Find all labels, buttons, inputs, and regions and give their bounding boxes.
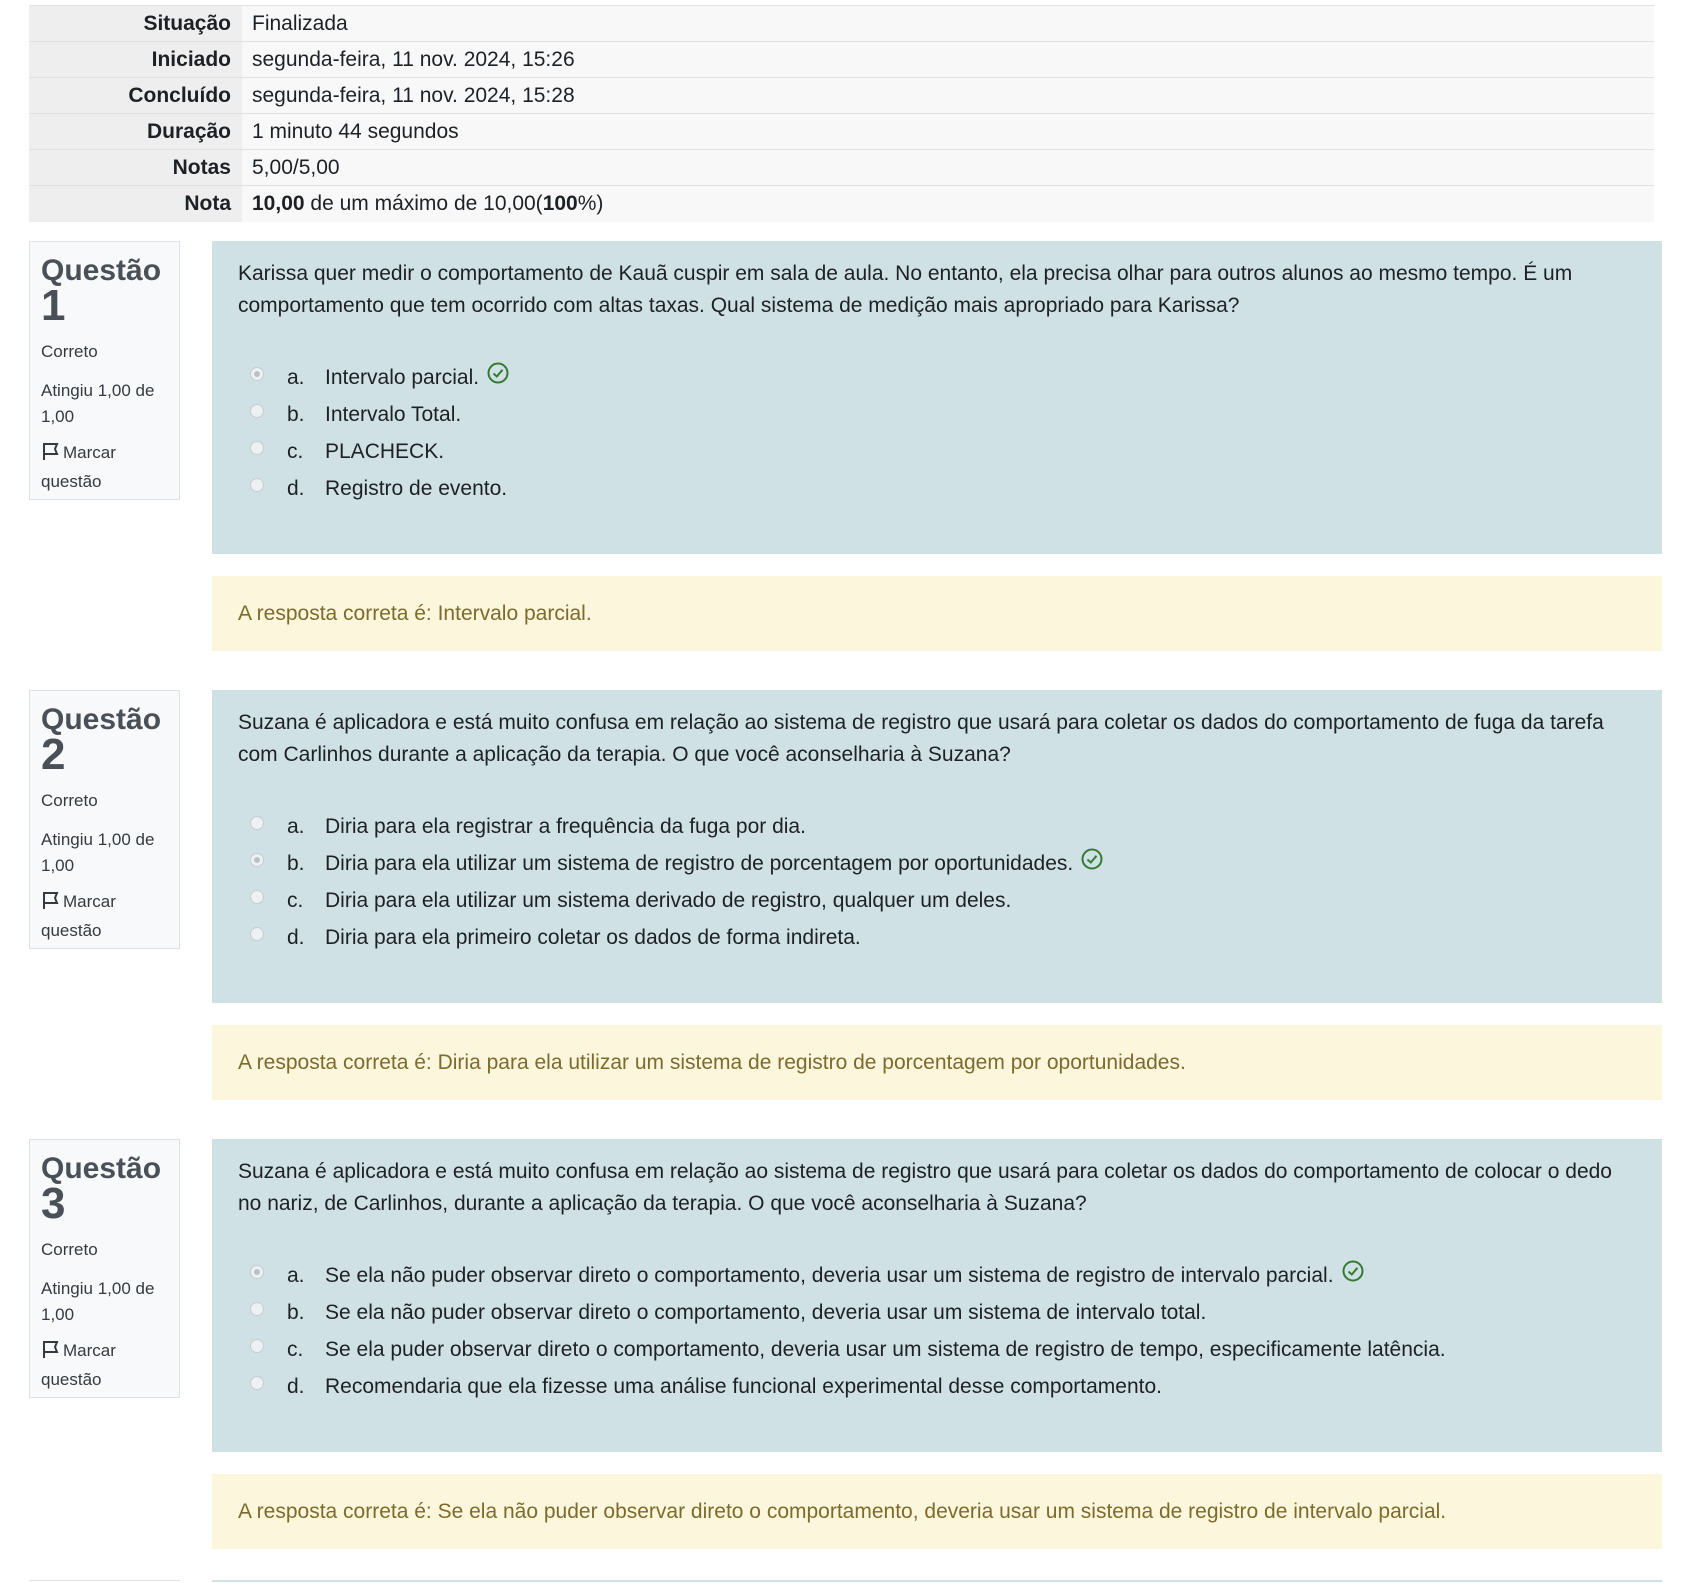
answer-text: Diria para ela utilizar um sistema de registro de porcentagem por oportunidades. xyxy=(325,851,1074,875)
correct-check-icon xyxy=(1081,848,1103,880)
answer-text: Se ela puder observar direto o comportamento, deveria usar um sistema de registro de tempo, especificamente latência. xyxy=(325,1337,1446,1361)
flag-icon xyxy=(41,890,61,918)
answer-option-d[interactable] xyxy=(238,470,1636,507)
answer-letter: d. xyxy=(287,476,305,500)
answer-option-b[interactable] xyxy=(238,396,1636,433)
flag-icon xyxy=(41,441,61,469)
answer-letter: a. xyxy=(287,1263,305,1287)
answer-text: Diria para ela utilizar um sistema derivado de registro, qualquer um deles. xyxy=(325,888,1012,912)
question-info xyxy=(29,1139,180,1398)
answer-option-c[interactable] xyxy=(238,433,1636,470)
summary-label: Duração xyxy=(29,114,242,150)
answer-option-a[interactable] xyxy=(238,1257,1636,1294)
summary-row-notas xyxy=(29,150,1654,186)
question-number: 3 xyxy=(41,1179,66,1228)
summary-value: Finalizada xyxy=(242,6,1654,42)
summary-label: Nota xyxy=(29,186,242,222)
flag-question-link[interactable]: Marcar questão xyxy=(41,892,116,940)
radio-button[interactable] xyxy=(250,816,264,830)
question-title: Questão 3 xyxy=(41,1154,168,1224)
summary-label: Iniciado xyxy=(29,42,242,78)
question-grade: Atingiu 1,00 de 1,00 xyxy=(41,830,155,875)
question-formulation xyxy=(212,690,1662,1003)
radio-button[interactable] xyxy=(250,404,264,418)
summary-row-duracao xyxy=(29,114,1654,150)
answer-letter: d. xyxy=(287,925,305,949)
radio-button[interactable] xyxy=(250,1339,264,1353)
summary-label: Situação xyxy=(29,6,242,42)
correct-answer-feedback: A resposta correta é: Se ela não puder observar direto o comportamento, deveria usar um sistema de registro de intervalo parcial. xyxy=(212,1474,1662,1549)
question-title: Questão 2 xyxy=(41,705,168,775)
radio-button[interactable] xyxy=(250,927,264,941)
question-grade: Atingiu 1,00 de 1,00 xyxy=(41,1279,155,1324)
answer-option-c[interactable] xyxy=(238,1331,1636,1368)
answer-text: Recomendaria que ela fizesse uma análise funcional experimental desse comportamento. xyxy=(325,1374,1162,1398)
radio-button[interactable] xyxy=(250,478,264,492)
grade-percent-suffix: %) xyxy=(577,191,604,215)
answer-list xyxy=(238,808,1636,956)
answer-option-a[interactable] xyxy=(238,808,1636,845)
summary-value: segunda-feira, 11 nov. 2024, 15:26 xyxy=(242,42,1654,78)
answer-option-c[interactable] xyxy=(238,882,1636,919)
radio-button[interactable] xyxy=(250,367,264,381)
question-number: 1 xyxy=(41,281,66,330)
answer-letter: c. xyxy=(287,1337,304,1361)
answer-text: Intervalo Total. xyxy=(325,402,462,426)
grade-value: 10,00 xyxy=(252,191,305,215)
answer-text: Intervalo parcial. xyxy=(325,365,480,389)
grade-percent: 100 xyxy=(542,191,578,215)
answer-letter: c. xyxy=(287,888,304,912)
answer-text: Diria para ela primeiro coletar os dados de forma indireta. xyxy=(325,925,861,949)
attempt-summary-table xyxy=(29,5,1654,222)
answer-text: PLACHECK. xyxy=(325,439,445,463)
question-grade: Atingiu 1,00 de 1,00 xyxy=(41,381,155,426)
question-formulation xyxy=(212,241,1662,554)
answer-list xyxy=(238,359,1636,507)
answer-list xyxy=(238,1257,1636,1405)
summary-value: 1 minuto 44 segundos xyxy=(242,114,1654,150)
grade-max-text: de um máximo de 10,00( xyxy=(304,191,543,215)
summary-label: Concluído xyxy=(29,78,242,114)
question-text: Suzana é aplicadora e está muito confusa em relação ao sistema de registro que usará para coletar os dados do comportamento de colocar o dedo no nariz, de Carlinhos, durante a aplicação da terapia. O que você aconselharia à Suzana? xyxy=(238,1160,1612,1215)
question-title: Questão 1 xyxy=(41,256,168,326)
answer-letter: b. xyxy=(287,1300,305,1324)
correct-answer-feedback: A resposta correta é: Diria para ela utilizar um sistema de registro de porcentagem por oportunidades. xyxy=(212,1025,1662,1100)
correct-check-icon xyxy=(487,362,509,394)
answer-letter: a. xyxy=(287,365,305,389)
answer-option-b[interactable] xyxy=(238,845,1636,882)
flag-icon xyxy=(41,1339,61,1367)
answer-letter: b. xyxy=(287,402,305,426)
question-state: Correto xyxy=(41,342,98,361)
summary-value: segunda-feira, 11 nov. 2024, 15:28 xyxy=(242,78,1654,114)
answer-text: Se ela não puder observar direto o comportamento, deveria usar um sistema de intervalo total. xyxy=(325,1300,1207,1324)
flag-question-link[interactable]: Marcar questão xyxy=(41,443,116,491)
summary-row-situacao xyxy=(29,6,1654,42)
answer-option-d[interactable] xyxy=(238,919,1636,956)
answer-letter: a. xyxy=(287,814,305,838)
summary-value: 5,00/5,00 xyxy=(242,150,1654,186)
summary-row-iniciado xyxy=(29,42,1654,78)
summary-value xyxy=(242,186,1654,222)
correct-check-icon xyxy=(1342,1260,1364,1292)
radio-button[interactable] xyxy=(250,1265,264,1279)
radio-button[interactable] xyxy=(250,1376,264,1390)
question-formulation xyxy=(212,1139,1662,1452)
question-info xyxy=(29,241,180,500)
question-state: Correto xyxy=(41,1240,98,1259)
correct-answer-feedback: A resposta correta é: Intervalo parcial. xyxy=(212,576,1662,651)
answer-text: Registro de evento. xyxy=(325,476,508,500)
answer-option-b[interactable] xyxy=(238,1294,1636,1331)
answer-letter: b. xyxy=(287,851,305,875)
summary-label: Notas xyxy=(29,150,242,186)
answer-letter: c. xyxy=(287,439,304,463)
answer-text: Diria para ela registrar a frequência da fuga por dia. xyxy=(325,814,806,838)
answer-option-d[interactable] xyxy=(238,1368,1636,1405)
question-text: Suzana é aplicadora e está muito confusa em relação ao sistema de registro que usará para coletar os dados do comportamento de fuga da tarefa com Carlinhos durante a aplicação da terapia. O que você aconselharia à Suzana? xyxy=(238,711,1604,766)
radio-button[interactable] xyxy=(250,1302,264,1316)
summary-row-nota xyxy=(29,186,1654,222)
answer-letter: d. xyxy=(287,1374,305,1398)
radio-button[interactable] xyxy=(250,853,264,867)
flag-question-link[interactable]: Marcar questão xyxy=(41,1341,116,1389)
question-info xyxy=(29,690,180,949)
radio-button[interactable] xyxy=(250,441,264,455)
radio-button[interactable] xyxy=(250,890,264,904)
question-number: 2 xyxy=(41,730,66,779)
answer-option-a[interactable] xyxy=(238,359,1636,396)
answer-text: Se ela não puder observar direto o comportamento, deveria usar um sistema de registro de intervalo parcial. xyxy=(325,1263,1334,1287)
question-text: Karissa quer medir o comportamento de Kauã cuspir em sala de aula. No entanto, ela precisa olhar para outros alunos ao mesmo tempo. É um comportamento que tem ocorrido com altas taxas. Qual sistema de medição mais apropriado para Karissa? xyxy=(238,262,1573,317)
summary-row-concluido xyxy=(29,78,1654,114)
question-state: Correto xyxy=(41,791,98,810)
